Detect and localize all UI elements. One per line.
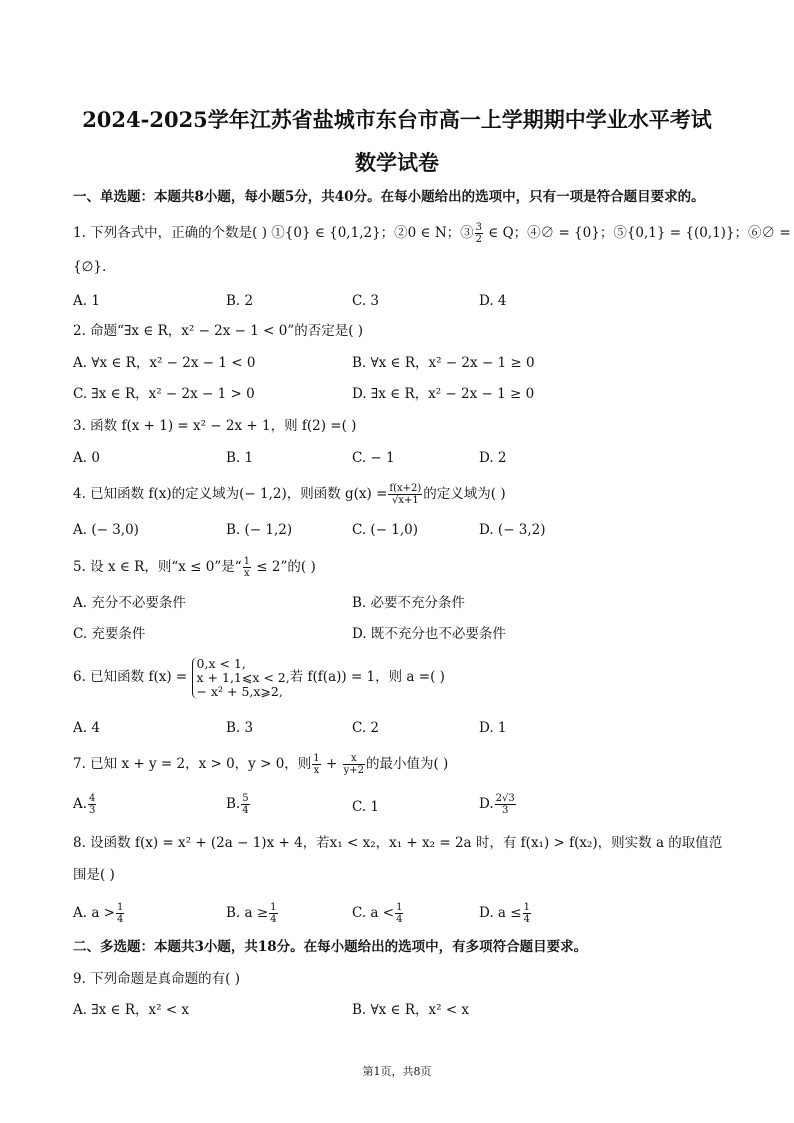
q9-option-b: B. ∀x ∈ R，x² < x [352, 1002, 470, 1018]
q1-stem-part-c: {∅}. [73, 259, 107, 275]
exam-subtitle: 数学试卷 [355, 150, 439, 175]
q4-option-c: C. (− 1,0) [352, 522, 419, 538]
q8-option-d-numerator: 1 [523, 902, 530, 913]
q7-stem-part-a: 7. 已知 x + y = 2，x > 0，y > 0，则 [73, 756, 312, 772]
q6-stem-part-b: 若 f(f(a)) = 1，则 a =( ) [289, 669, 445, 685]
q7-option-b-numerator: 5 [242, 793, 249, 804]
q3-option-c: C. − 1 [352, 450, 395, 466]
q5-option-a: A. 充分不必要条件 [73, 595, 186, 611]
q6-case-1: 0,x < 1, [196, 655, 246, 671]
q5-option-d: D. 既不充分也不必要条件 [352, 626, 506, 642]
q7-option-a-numerator: 4 [89, 793, 96, 804]
q7-fraction-1 [312, 753, 320, 776]
q3-option-b: B. 1 [226, 450, 254, 466]
question-3-stem: 3. 函数 f(x + 1) = x² − 2x + 1，则 f(2) =( ) [73, 418, 357, 434]
question-6-stem [73, 654, 445, 700]
question-7-stem [73, 753, 448, 776]
question-8-stem-line-2: 围是( ) [73, 867, 115, 883]
q4-option-b: B. (− 1,2) [226, 522, 293, 538]
q5-fraction-denominator: x [243, 568, 250, 579]
question-2-stem: 2. 命题“∃x ∈ R，x² − 2x − 1 < 0”的否定是( ) [73, 323, 364, 339]
q6-case-3: − x² + 5,x⩾2, [196, 683, 283, 699]
q4-option-a: A. (− 3,0) [73, 522, 139, 538]
q1-option-d: D. 4 [479, 293, 507, 309]
question-1-stem [73, 222, 791, 245]
q8-option-a-fraction [116, 902, 124, 925]
q7-option-a-label: A. [73, 796, 88, 812]
q6-option-d: D. 1 [479, 720, 507, 736]
q7-option-c: C. 1 [352, 799, 380, 815]
q7-plus: + [321, 756, 342, 772]
q4-fraction [388, 483, 422, 506]
q7-option-d-numerator: 2√3 [495, 793, 515, 804]
q8-option-b [226, 902, 279, 925]
q8-option-d-label: D. a ≤ [479, 905, 522, 921]
q8-option-d-denominator: 4 [523, 914, 530, 925]
q2-option-c: C. ∃x ∈ R，x² − 2x − 1 > 0 [73, 386, 255, 402]
q7-fraction-2 [343, 753, 365, 776]
q8-option-b-denominator: 4 [270, 914, 277, 925]
q7-option-a-denominator: 3 [89, 805, 96, 816]
q7-option-b-fraction [241, 793, 249, 816]
q7-option-b [226, 793, 251, 816]
q6-option-c: C. 2 [352, 720, 380, 736]
q8-option-c-numerator: 1 [396, 902, 403, 913]
q8-option-b-label: B. a ≥ [226, 905, 269, 921]
question-9-stem: 9. 下列命题是真命题的有( ) [73, 971, 240, 987]
q5-option-c: C. 充要条件 [73, 626, 146, 642]
q1-stem-part-b: ∈ Q；④∅ = {0}；⑤{0,1} = {(0,1)}；⑥∅ = [484, 225, 791, 241]
q4-fraction-numerator: f(x+2) [389, 483, 422, 494]
q6-stem-part-a: 6. 已知函数 f(x) = [73, 669, 188, 685]
q9-option-a: A. ∃x ∈ R，x² < x [73, 1002, 190, 1018]
q1-option-a: A. 1 [73, 293, 100, 309]
q1-fraction-numerator: 3 [475, 222, 483, 233]
q8-option-b-fraction [269, 902, 277, 925]
q7-option-b-denominator: 4 [242, 805, 249, 816]
q7-option-b-label: B. [226, 796, 241, 812]
exam-title: 2024-2025学年江苏省盐城市东台市高一上学期期中学业水平考试 [82, 107, 712, 132]
q8-option-a-denominator: 4 [116, 914, 124, 925]
page-footer: 第1页，共8页 [362, 1065, 432, 1078]
q5-fraction-numerator: 1 [243, 556, 250, 567]
q7-option-a [73, 793, 97, 816]
q7-fraction-2-numerator: x [343, 753, 365, 765]
q3-option-a: A. 0 [73, 450, 100, 466]
q7-option-d-label: D. [479, 796, 494, 812]
q7-option-d-fraction [495, 793, 516, 816]
q7-stem-part-b: 的最小值为( ) [365, 756, 449, 772]
q3-option-d: D. 2 [479, 450, 507, 466]
q8-option-c-fraction [395, 902, 403, 925]
q4-fraction-denominator: √x+1 [391, 495, 419, 506]
q4-option-d: D. (− 3,2) [479, 522, 546, 538]
q1-fraction [475, 222, 483, 245]
q8-option-a [73, 902, 125, 925]
q7-fraction-1-numerator: 1 [313, 753, 320, 764]
q2-option-a: A. ∀x ∈ R，x² − 2x − 1 < 0 [73, 355, 256, 371]
q4-stem-part-b: 的定义域为( ) [423, 486, 506, 502]
q1-fraction-denominator: 2 [475, 234, 483, 245]
question-8-stem-line-1: 8. 设函数 f(x) = x² + (2a − 1)x + 4，若x₁ < x₂，x₁ + x₂ = 2a 时，有 f(x₁) > f(x₂)，则实数 a 的取值范 [73, 835, 723, 851]
q2-option-b: B. ∀x ∈ R，x² − 2x − 1 ≥ 0 [352, 355, 535, 371]
section-heading-multi-choice: 二、多选题：本题共3小题，共18分。在每小题给出的选项中，有多项符合题目要求。 [73, 939, 588, 955]
question-5-stem [73, 556, 316, 579]
q5-stem-part-a: 5. 设 x ∈ R，则“x ≤ 0”是“ [73, 559, 242, 575]
q8-option-a-label: A. a > [73, 905, 115, 921]
q7-fraction-1-denominator: x [313, 765, 320, 776]
q1-option-c: C. 3 [352, 293, 380, 309]
question-4-stem [73, 483, 506, 506]
q8-option-d-fraction [523, 902, 531, 925]
q8-option-c-denominator: 4 [396, 914, 403, 925]
q7-option-a-fraction [88, 793, 96, 816]
q5-fraction [243, 556, 251, 579]
q7-option-d [479, 793, 517, 816]
q6-option-b: B. 3 [226, 720, 254, 736]
q2-option-d: D. ∃x ∈ R，x² − 2x − 1 ≥ 0 [352, 386, 535, 402]
q5-option-b: B. 必要不充分条件 [352, 595, 466, 611]
q6-case-2: x + 1,1⩽x < 2, [196, 669, 290, 685]
q6-option-a: A. 4 [73, 720, 100, 736]
q8-option-a-numerator: 1 [116, 902, 124, 913]
q7-option-d-denominator: 3 [502, 805, 509, 816]
q4-stem-part-a: 4. 已知函数 f(x)的定义域为(− 1,2)，则函数 g(x) = [73, 486, 388, 502]
q6-piecewise-cases [192, 657, 290, 699]
q7-fraction-2-denominator: y+2 [343, 765, 364, 776]
q1-stem-part-a: 1. 下列各式中，正确的个数是( ) ①{0} ∈ {0,1,2}；②0 ∈ N；③ [73, 225, 474, 241]
q8-option-b-numerator: 1 [270, 902, 277, 913]
q1-option-b: B. 2 [226, 293, 254, 309]
q8-option-d [479, 902, 532, 925]
q5-stem-part-b: ≤ 2”的( ) [252, 559, 316, 575]
q8-option-c [352, 902, 404, 925]
section-heading-single-choice: 一、单选题：本题共8小题，每小题5分，共40分。在每小题给出的选项中，只有一项是符合题目要求的。 [73, 189, 705, 205]
q8-option-c-label: C. a < [352, 905, 395, 921]
